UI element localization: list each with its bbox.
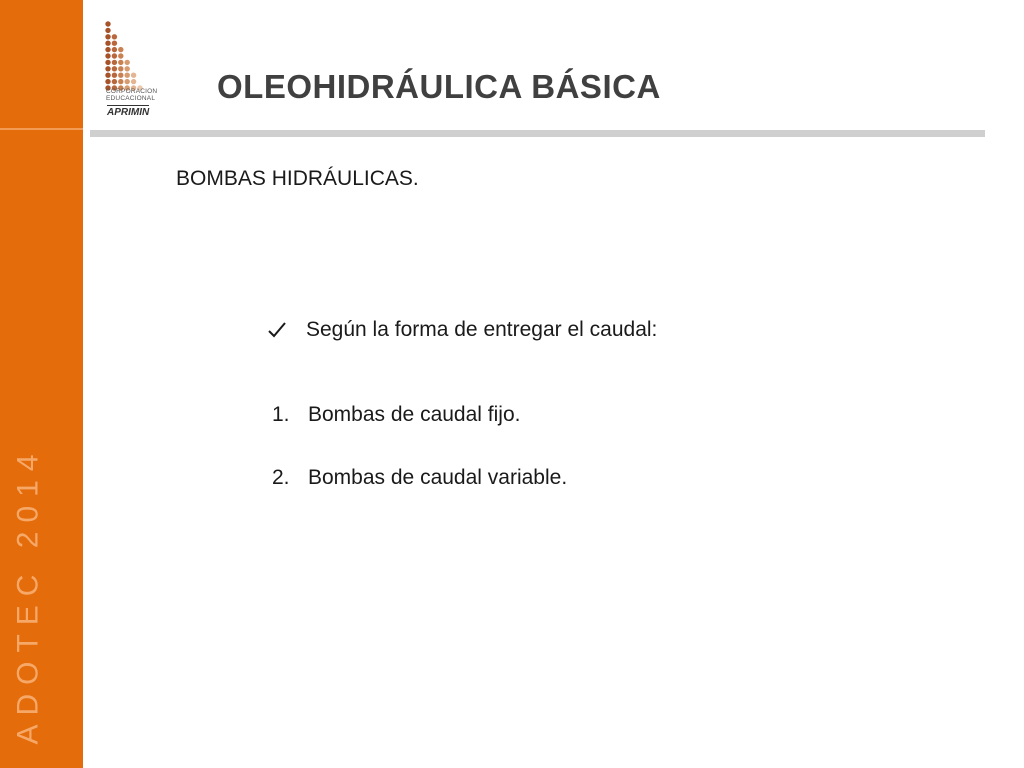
logo-dot <box>118 60 123 65</box>
logo-dot <box>105 34 110 39</box>
logo-dot <box>105 47 110 52</box>
sidebar-divider <box>0 128 83 130</box>
logo-dot <box>105 79 110 84</box>
logo-dot <box>105 28 110 33</box>
logo-dot <box>112 47 117 52</box>
logo-dot <box>112 34 117 39</box>
list-item-number: 1. <box>272 403 290 426</box>
logo-dot <box>131 73 136 78</box>
list-item <box>272 403 520 427</box>
logo-dot <box>105 60 110 65</box>
logo-dot <box>118 53 123 58</box>
logo-dot <box>105 53 110 58</box>
logo-dot <box>125 66 130 71</box>
logo-line2: EDUCACIONAL <box>106 95 156 102</box>
check-item-text: Según la forma de entregar el caudal: <box>306 318 658 341</box>
list-item-number: 2. <box>272 466 290 489</box>
logo-dot <box>105 73 110 78</box>
page-title: OLEOHIDRÁULICA BÁSICA <box>217 68 661 105</box>
logo-text <box>106 88 176 102</box>
checkmark-icon <box>267 320 287 340</box>
logo-dot <box>131 79 136 84</box>
logo-dot <box>125 79 130 84</box>
logo-dot <box>112 53 117 58</box>
logo-dot <box>112 79 117 84</box>
logo-line1: CORPORACION <box>106 88 158 95</box>
logo-dot <box>125 73 130 78</box>
logo-dot <box>112 41 117 46</box>
logo-dot <box>105 21 110 26</box>
logo-dot <box>118 47 123 52</box>
logo-dot <box>112 66 117 71</box>
vertical-label: ADOTEC 2014 <box>12 445 45 745</box>
logo-dot <box>125 60 130 65</box>
logo-dot <box>112 60 117 65</box>
logo-brand: APRIMIN <box>107 107 150 118</box>
logo-dot <box>118 79 123 84</box>
header-rule <box>90 130 985 137</box>
list-item-text: Bombas de caudal fijo. <box>308 403 521 426</box>
logo-dot <box>105 41 110 46</box>
list-item-text: Bombas de caudal variable. <box>308 466 568 489</box>
logo-dot <box>112 73 117 78</box>
vertical-label-wrapper <box>9 445 49 745</box>
section-subtitle: BOMBAS HIDRÁULICAS. <box>176 167 419 190</box>
check-item <box>267 318 657 342</box>
logo-dot <box>105 66 110 71</box>
list-item <box>272 466 567 490</box>
logo-dot <box>118 73 123 78</box>
logo-dot <box>118 66 123 71</box>
